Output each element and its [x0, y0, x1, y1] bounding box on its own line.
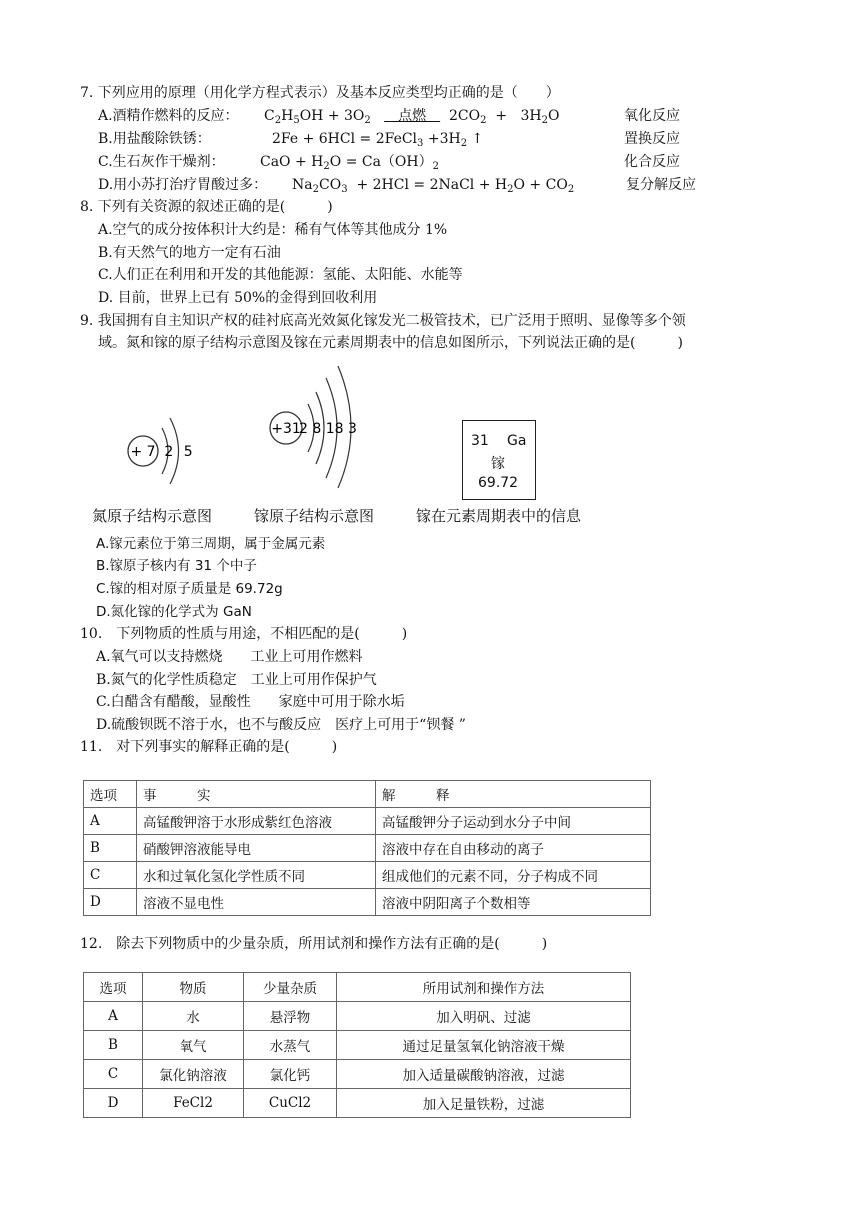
q7-stem: 7. 下列应用的原理（用化学方程式表示）及基本反应类型均正确的是（ ）: [80, 85, 560, 101]
q7-c-label: C.生石灰作干燥剂：: [98, 154, 225, 170]
table-cell: 水和过氧化氢化学性质不同: [137, 862, 376, 889]
tile-caption: 镓在元素周期表中的信息: [416, 507, 582, 525]
q7-d-label: D.用小苏打治疗胃酸过多：: [98, 177, 268, 193]
table-cell: 悬浮物: [244, 1002, 337, 1031]
q10-option-a: A.氧气可以支持燃烧 工业上可用作燃料: [96, 649, 363, 665]
table-cell: 少量杂质: [244, 973, 337, 1002]
tile-atomic-number: 31: [471, 433, 489, 449]
table-row: [84, 862, 651, 889]
table-cell: 溶液不显电性: [137, 889, 376, 916]
nitrogen-atom-diagram: [110, 400, 220, 500]
table-cell: 高锰酸钾分子运动到水分子中间: [376, 808, 651, 835]
tile-symbol: Ga: [507, 433, 527, 449]
table-cell: 选项: [84, 973, 143, 1002]
table-cell: 事 实: [137, 781, 376, 808]
table-row: [84, 889, 651, 916]
table-cell: 水蒸气: [244, 1031, 337, 1060]
q9-stem-line2: 域。氮和镓的原子结构示意图及镓在元素周期表中的信息如图所示，下列说法正确的是( ): [98, 335, 683, 351]
q9-option-d: D.氮化镓的化学式为 GaN: [96, 604, 252, 620]
nitrogen-shells-label: 2 5: [164, 444, 196, 460]
gallium-periodic-tile: [462, 420, 536, 500]
q10-option-c: C.白醋含有醋酸，显酸性 家庭中可用于除水垢: [96, 694, 405, 710]
table-row: [84, 1089, 631, 1118]
table-cell: 组成他们的元素不同，分子构成不同: [376, 862, 651, 889]
table-cell: C: [84, 862, 137, 889]
table-cell: 加入适量碳酸钠溶液，过滤: [337, 1060, 631, 1089]
table-cell: B: [84, 835, 137, 862]
q8-option-a: A.空气的成分按体积计大约是：稀有气体等其他成分 1%: [98, 222, 448, 238]
table-cell: D: [84, 889, 137, 916]
q7-a-equation: $C_2H_5OH + 3O_2$ 点燃 $2CO_2 + 3H_2O$: [264, 108, 560, 126]
table-cell: D: [84, 1089, 143, 1118]
table-cell: 解 释: [376, 781, 651, 808]
table-cell: A: [84, 808, 137, 835]
q7-b-type: 置换反应: [624, 131, 680, 147]
q7-c-type: 化合反应: [624, 154, 680, 170]
q7-b-equation: 2Fe + 6HCl = 2FeCl$_3$ $+3H_2$ ↑: [272, 131, 484, 149]
q7-b-label: B.用盐酸除铁锈：: [98, 131, 211, 147]
table-row: [84, 835, 651, 862]
q8-option-b: B.有天然气的地方一定有石油: [98, 245, 281, 261]
gallium-nucleus-label: +31: [271, 421, 301, 437]
q12-stem: 12. 除去下列物质中的少量杂质，所用试剂和操作方法有正确的是( ): [80, 936, 548, 952]
table-row: [84, 973, 631, 1002]
q9-option-a: A.镓元素位于第三周期，属于金属元素: [96, 536, 326, 552]
table-cell: 加入明矾、过滤: [337, 1002, 631, 1031]
tile-atomic-mass: 69.72: [478, 475, 519, 491]
q12-table: [83, 972, 631, 1118]
table-cell: CuCl2: [244, 1089, 337, 1118]
q10-option-d: D.硫酸钡既不溶于水，也不与酸反应 医疗上可用于“钡餐 ”: [96, 717, 466, 733]
q10-option-b: B.氮气的化学性质稳定 工业上可用作保护气: [96, 672, 377, 688]
table-cell: B: [84, 1031, 143, 1060]
q11-table: [83, 780, 651, 916]
table-cell: 溶液中阴阳离子个数相等: [376, 889, 651, 916]
table-cell: 溶液中存在自由移动的离子: [376, 835, 651, 862]
gallium-atom-diagram: [262, 360, 382, 490]
nitrogen-nucleus-label: + 7: [130, 444, 156, 460]
table-row: [84, 781, 651, 808]
q11-stem: 11. 对下列事实的解释正确的是( ): [80, 739, 338, 755]
table-cell: C: [84, 1060, 143, 1089]
q7-d-type: 复分解反应: [626, 177, 696, 193]
table-row: [84, 1002, 631, 1031]
table-row: [84, 1031, 631, 1060]
table-cell: 水: [143, 1002, 244, 1031]
q10-stem: 10. 下列物质的性质与用途，不相匹配的是( ): [80, 626, 408, 642]
q9-stem-line1: 9. 我国拥有自主知识产权的硅衬底高光效氮化镓发光二极管技术，已广泛用于照明、显像等多个领: [80, 313, 686, 329]
table-cell: 物质: [143, 973, 244, 1002]
table-cell: 加入足量铁粉，过滤: [337, 1089, 631, 1118]
table-cell: FeCl2: [143, 1089, 244, 1118]
q9-option-b: B.镓原子核内有 31 个中子: [96, 558, 257, 574]
tile-element-name: 镓: [491, 456, 505, 472]
gallium-shells-label: 2 8 18 3: [299, 421, 357, 437]
table-cell: 通过足量氢氧化钠溶液干燥: [337, 1031, 631, 1060]
table-cell: A: [84, 1002, 143, 1031]
nitrogen-caption: 氮原子结构示意图: [92, 507, 213, 525]
q7-a-label: A.酒精作燃料的反应：: [98, 108, 239, 124]
table-cell: 硝酸钾溶液能导电: [137, 835, 376, 862]
q7-a-type: 氧化反应: [624, 108, 680, 124]
q9-option-c: C.镓的相对原子质量是 69.72g: [96, 581, 283, 597]
gallium-caption: 镓原子结构示意图: [254, 507, 375, 525]
q8-option-d: D. 目前，世界上已有 50%的金得到回收利用: [98, 290, 378, 306]
table-cell: 氧气: [143, 1031, 244, 1060]
table-cell: 所用试剂和操作方法: [337, 973, 631, 1002]
table-row: [84, 1060, 631, 1089]
table-cell: 氯化钠溶液: [143, 1060, 244, 1089]
q7-d-equation: $Na_2CO_3 + 2HCl$ = 2NaCl + $H_2O + CO_2$: [292, 177, 575, 195]
q8-stem: 8. 下列有关资源的叙述正确的是( ): [80, 199, 333, 215]
table-cell: 高锰酸钾溶于水形成紫红色溶液: [137, 808, 376, 835]
table-cell: 选项: [84, 781, 137, 808]
table-row: [84, 808, 651, 835]
q8-option-c: C.人们正在利用和开发的其他能源：氢能、太阳能、水能等: [98, 267, 463, 283]
q7-c-equation: CaO + $H_2O = Ca(OH)_2$: [260, 154, 439, 172]
table-cell: 氯化钙: [244, 1060, 337, 1089]
